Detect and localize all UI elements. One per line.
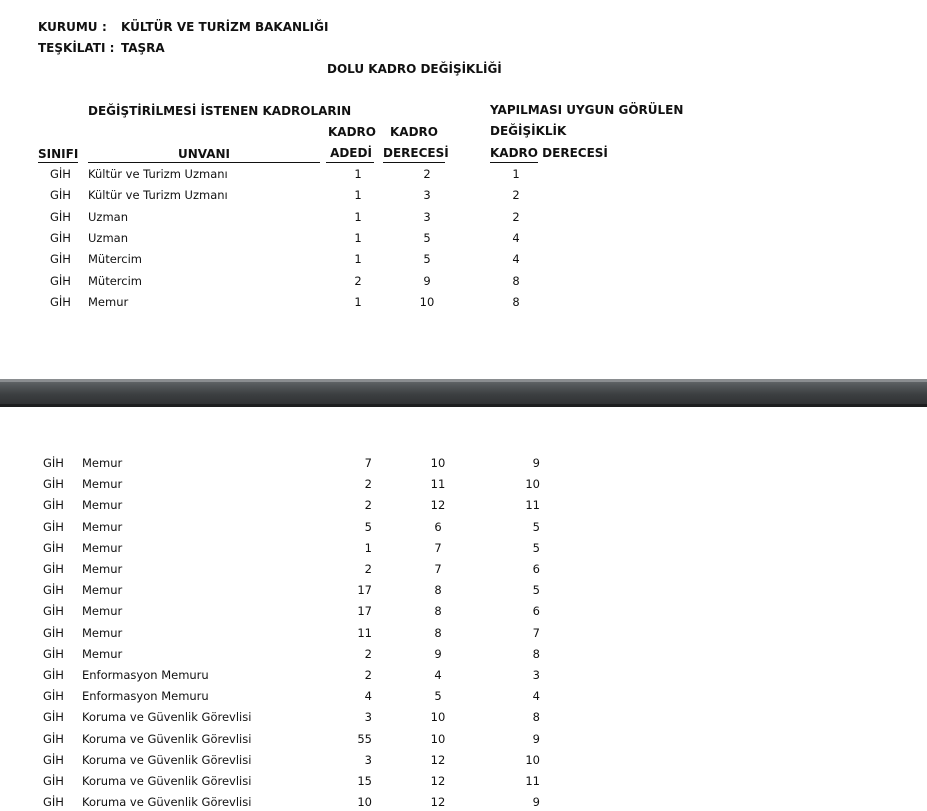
cell-kadro-adedi: 2 — [364, 562, 372, 576]
cell-unvani: Uzman — [88, 230, 128, 245]
group-header-right-line2: DEĞİŞİKLİK — [490, 124, 567, 138]
cell-sinifi: GİH — [43, 519, 64, 534]
kurum-separator: : — [102, 20, 107, 34]
cell-unvani: Memur — [82, 519, 123, 534]
cell-kadro-derecesi: 12 — [430, 498, 446, 513]
cell-sinifi: GİH — [43, 689, 64, 704]
cell-kadro-derecesi: 5 — [434, 689, 442, 704]
underline-yeni-derece — [490, 162, 538, 163]
cell-yeni-derece: 9 — [532, 456, 540, 470]
cell-yeni-derece: 7 — [532, 625, 540, 640]
underline-kadro-derecesi — [383, 162, 445, 163]
cell-kadro-derecesi: 12 — [430, 795, 446, 810]
header-kadro-derecesi-line1: KADRO — [390, 125, 438, 139]
cell-unvani: Memur — [82, 562, 123, 576]
cell-yeni-derece: 8 — [532, 710, 540, 725]
cell-sinifi: GİH — [43, 477, 64, 492]
cell-unvani: Memur — [82, 498, 123, 513]
underline-kadro-adedi — [326, 162, 374, 163]
cell-yeni-derece: 5 — [532, 540, 540, 555]
cell-unvani: Mütercim — [88, 273, 142, 288]
cell-kadro-derecesi: 9 — [423, 273, 431, 288]
cell-yeni-derece: 8 — [512, 273, 520, 288]
cell-yeni-derece: 10 — [525, 477, 540, 492]
cell-sinifi: GİH — [43, 668, 64, 682]
cell-yeni-derece: 4 — [532, 689, 540, 704]
header-yeni-derece: KADRO DERECESİ — [490, 146, 608, 160]
cell-unvani: Memur — [82, 646, 123, 661]
cell-kadro-adedi: 1 — [354, 188, 362, 203]
cell-unvani: Koruma ve Güvenlik Görevlisi — [82, 710, 252, 725]
cell-unvani: Mütercim — [88, 252, 142, 267]
cell-kadro-derecesi: 10 — [419, 294, 435, 309]
kurum-value: KÜLTÜR VE TURİZM BAKANLIĞI — [121, 20, 329, 34]
cell-yeni-derece: 8 — [512, 294, 520, 309]
cell-unvani: Kültür ve Turizm Uzmanı — [88, 167, 228, 181]
page-title: DOLU KADRO DEĞİŞİKLİĞİ — [327, 62, 502, 76]
cell-unvani: Uzman — [88, 209, 128, 224]
cell-yeni-derece: 1 — [512, 167, 520, 181]
cell-kadro-adedi: 7 — [364, 456, 372, 470]
cell-kadro-derecesi: 9 — [434, 646, 442, 661]
cell-kadro-adedi: 17 — [357, 583, 372, 598]
cell-kadro-derecesi: 11 — [430, 477, 446, 492]
cell-unvani: Koruma ve Güvenlik Görevlisi — [82, 774, 252, 788]
cell-kadro-adedi: 11 — [357, 625, 372, 640]
header-kadro-adedi-line2: ADEDİ — [330, 146, 372, 160]
cell-yeni-derece: 4 — [512, 230, 520, 245]
cell-yeni-derece: 5 — [532, 583, 540, 598]
cell-sinifi: GİH — [50, 230, 71, 245]
header-unvani: UNVANI — [177, 147, 231, 161]
cell-kadro-adedi: 1 — [364, 540, 372, 555]
cell-kadro-derecesi: 5 — [423, 230, 431, 245]
cell-unvani: Memur — [82, 604, 123, 619]
cell-kadro-derecesi: 12 — [430, 752, 446, 767]
header-sinifi: SINIFI — [38, 147, 79, 161]
cell-unvani: Koruma ve Güvenlik Görevlisi — [82, 752, 252, 767]
section-divider-bar — [0, 379, 927, 407]
cell-unvani: Koruma ve Güvenlik Görevlisi — [82, 731, 252, 746]
cell-yeni-derece: 4 — [512, 252, 520, 267]
cell-yeni-derece: 11 — [525, 498, 540, 513]
cell-sinifi: GİH — [43, 795, 64, 810]
cell-sinifi: GİH — [43, 752, 64, 767]
cell-kadro-adedi: 1 — [354, 230, 362, 245]
teskilat-label: TEŞKİLATI : — [38, 41, 115, 55]
cell-unvani: Memur — [82, 477, 123, 492]
cell-yeni-derece: 2 — [512, 209, 520, 224]
cell-unvani: Memur — [88, 294, 129, 309]
group-header-left: DEĞİŞTİRİLMESİ İSTENEN KADROLARIN — [88, 104, 352, 118]
cell-sinifi: GİH — [43, 583, 64, 598]
cell-kadro-derecesi: 7 — [434, 562, 442, 576]
cell-kadro-adedi: 2 — [364, 646, 372, 661]
underline-unvani — [88, 162, 320, 163]
cell-kadro-adedi: 10 — [357, 795, 372, 810]
cell-kadro-derecesi: 10 — [430, 456, 446, 470]
cell-kadro-adedi: 5 — [364, 519, 372, 534]
cell-sinifi: GİH — [43, 710, 64, 725]
cell-kadro-derecesi: 7 — [434, 540, 442, 555]
cell-kadro-adedi: 1 — [354, 209, 362, 224]
cell-yeni-derece: 6 — [532, 562, 540, 576]
cell-kadro-adedi: 3 — [364, 710, 372, 725]
cell-kadro-adedi: 15 — [357, 774, 372, 788]
cell-kadro-adedi: 2 — [364, 477, 372, 492]
cell-kadro-derecesi: 6 — [434, 519, 442, 534]
cell-yeni-derece: 6 — [532, 604, 540, 619]
cell-unvani: Memur — [82, 456, 123, 470]
cell-sinifi: GİH — [50, 167, 71, 181]
cell-unvani: Koruma ve Güvenlik Görevlisi — [82, 795, 252, 810]
cell-unvani: Enformasyon Memuru — [82, 689, 209, 704]
cell-sinifi: GİH — [43, 646, 64, 661]
cell-unvani: Kültür ve Turizm Uzmanı — [88, 188, 228, 203]
underline-sinifi — [38, 162, 78, 163]
cell-sinifi: GİH — [43, 562, 64, 576]
cell-kadro-derecesi: 8 — [434, 625, 442, 640]
cell-kadro-adedi: 1 — [354, 252, 362, 267]
teskilat-value: TAŞRA — [121, 41, 165, 55]
cell-kadro-adedi: 55 — [357, 731, 372, 746]
kurum-label: KURUMU — [38, 20, 98, 34]
group-header-right-line1: YAPILMASI UYGUN GÖRÜLEN — [490, 103, 684, 117]
cell-yeni-derece: 11 — [525, 774, 540, 788]
cell-sinifi: GİH — [50, 188, 71, 203]
cell-kadro-adedi: 2 — [364, 498, 372, 513]
cell-kadro-adedi: 3 — [364, 752, 372, 767]
cell-sinifi: GİH — [50, 273, 71, 288]
cell-kadro-derecesi: 3 — [423, 188, 431, 203]
cell-yeni-derece: 10 — [525, 752, 540, 767]
cell-sinifi: GİH — [43, 774, 64, 788]
cell-kadro-derecesi: 8 — [434, 583, 442, 598]
cell-kadro-derecesi: 10 — [430, 710, 446, 725]
cell-sinifi: GİH — [43, 456, 64, 470]
cell-sinifi: GİH — [43, 731, 64, 746]
cell-sinifi: GİH — [43, 498, 64, 513]
header-kadro-derecesi-line2: DERECESİ — [383, 146, 449, 160]
cell-yeni-derece: 2 — [512, 188, 520, 203]
cell-kadro-adedi: 2 — [364, 668, 372, 682]
cell-sinifi: GİH — [43, 604, 64, 619]
cell-yeni-derece: 9 — [532, 731, 540, 746]
cell-kadro-adedi: 17 — [357, 604, 372, 619]
cell-kadro-adedi: 1 — [354, 167, 362, 181]
cell-sinifi: GİH — [50, 209, 71, 224]
cell-yeni-derece: 9 — [532, 795, 540, 810]
cell-kadro-adedi: 1 — [354, 294, 362, 309]
cell-sinifi: GİH — [43, 540, 64, 555]
cell-kadro-adedi: 4 — [364, 689, 372, 704]
cell-sinifi: GİH — [43, 625, 64, 640]
cell-kadro-adedi: 2 — [354, 273, 362, 288]
cell-kadro-derecesi: 8 — [434, 604, 442, 619]
cell-unvani: Enformasyon Memuru — [82, 668, 209, 682]
cell-yeni-derece: 3 — [532, 668, 540, 682]
cell-kadro-derecesi: 12 — [430, 774, 446, 788]
cell-unvani: Memur — [82, 583, 123, 598]
cell-sinifi: GİH — [50, 294, 71, 309]
cell-yeni-derece: 5 — [532, 519, 540, 534]
header-kadro-adedi-line1: KADRO — [328, 125, 376, 139]
cell-kadro-derecesi: 3 — [423, 209, 431, 224]
cell-kadro-derecesi: 4 — [434, 668, 442, 682]
cell-sinifi: GİH — [50, 252, 71, 267]
cell-unvani: Memur — [82, 540, 123, 555]
cell-kadro-derecesi: 10 — [430, 731, 446, 746]
cell-yeni-derece: 8 — [532, 646, 540, 661]
cell-kadro-derecesi: 2 — [423, 167, 431, 181]
cell-kadro-derecesi: 5 — [423, 252, 431, 267]
cell-unvani: Memur — [82, 625, 123, 640]
